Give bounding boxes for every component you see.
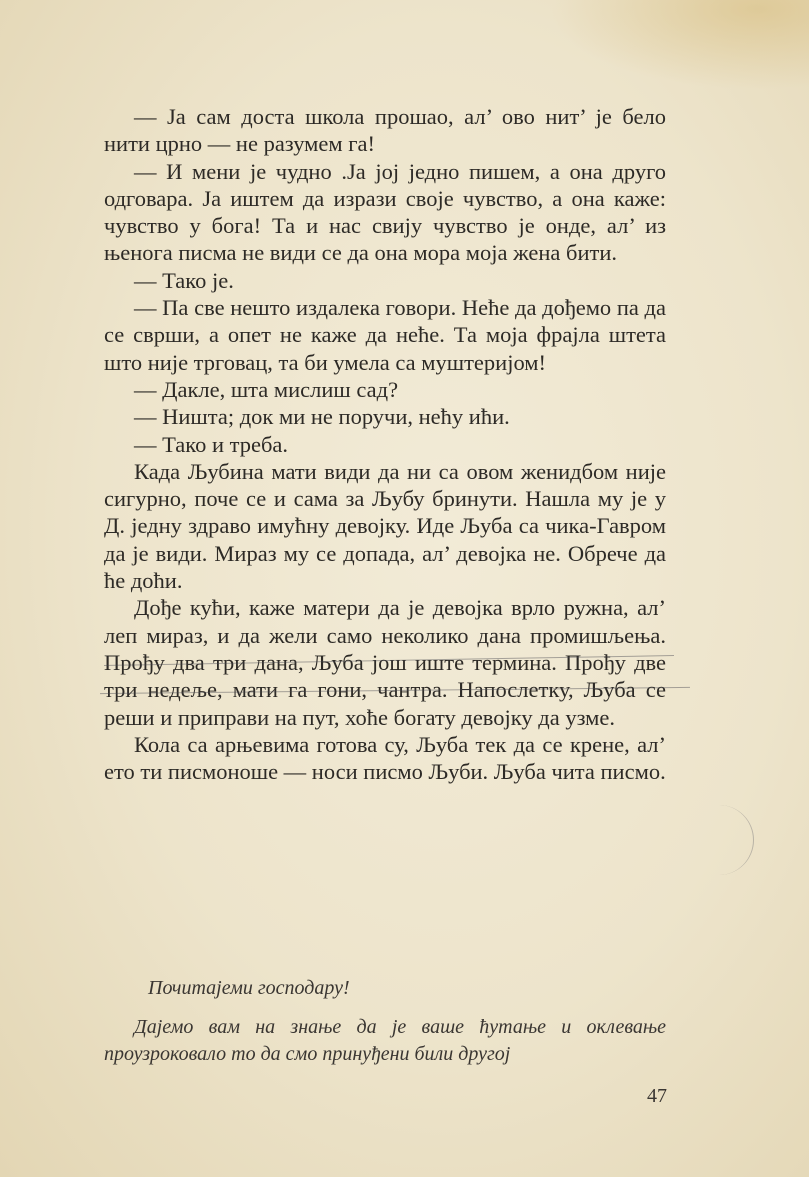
letter-quote [104, 975, 666, 1068]
letter-body: Дајемо вам на знање да је ваше ћутање и оклевање проузроковало то да смо принуђени били другој [104, 1016, 666, 1065]
paragraph: — Па све нешто издалека говори. Неће да дођемо па да се сврши, а опет не каже да неће. Та моја фрајла штета што није трговац, та би умела са муштеријом! [104, 295, 666, 375]
paragraph: — Дакле, шта мислиш сад? [134, 376, 399, 402]
main-text [104, 103, 666, 785]
paragraph: Када Љубина мати види да ни са овом женидбом није сигурно, поче се и сама за Љубу бринути. Нашла му је у Д. једну здраво имућну девојку. Иде Љуба са чика-Гавром да је види. Мираз му се допада, ал’ девојка не. Обрече да ће доћи. [104, 458, 666, 594]
paragraph: Кола са арњевима готова су, Љуба тек да се крене, ал’ ето ти писмоноше — носи писмо Љуби. Љуба чита писмо. [104, 731, 666, 785]
paragraph: — Ја сам доста школа прошао, ал’ ово нит’ је бело нити црно — не разумем га! [104, 104, 666, 157]
page-number: 47 [647, 1085, 667, 1107]
pencil-margin-mark [713, 805, 754, 875]
paragraph: — И мени је чудно .Ја јој једно пишем, а она друго одговара. Ја иштем да изрази своје чувство, а она каже: чувство у бога! Та и нас свију чувство је онде, ал’ из њенога писма не види се да она мора моја жена бити. [104, 158, 666, 266]
paragraph: — Тако је. [134, 267, 234, 293]
paragraph: Дође кући, каже матери да је девојка врло ружна, ал’ леп мираз, и да жели само неколико дана промишљења. Прођу два три дана, Љуба још иште термина. Прођу две три недеље, мати га гони, чантра. Напослетку, Љуба се реши и приправи на пут, хоће богату девојку да узме. [104, 595, 666, 730]
paragraph: — Ништа; док ми не поручи, нећу ићи. [134, 404, 510, 430]
letter-salutation: Почитајеми господару! [148, 977, 350, 999]
paper-stain [549, 0, 809, 90]
paragraph: — Тако и треба. [134, 431, 289, 457]
